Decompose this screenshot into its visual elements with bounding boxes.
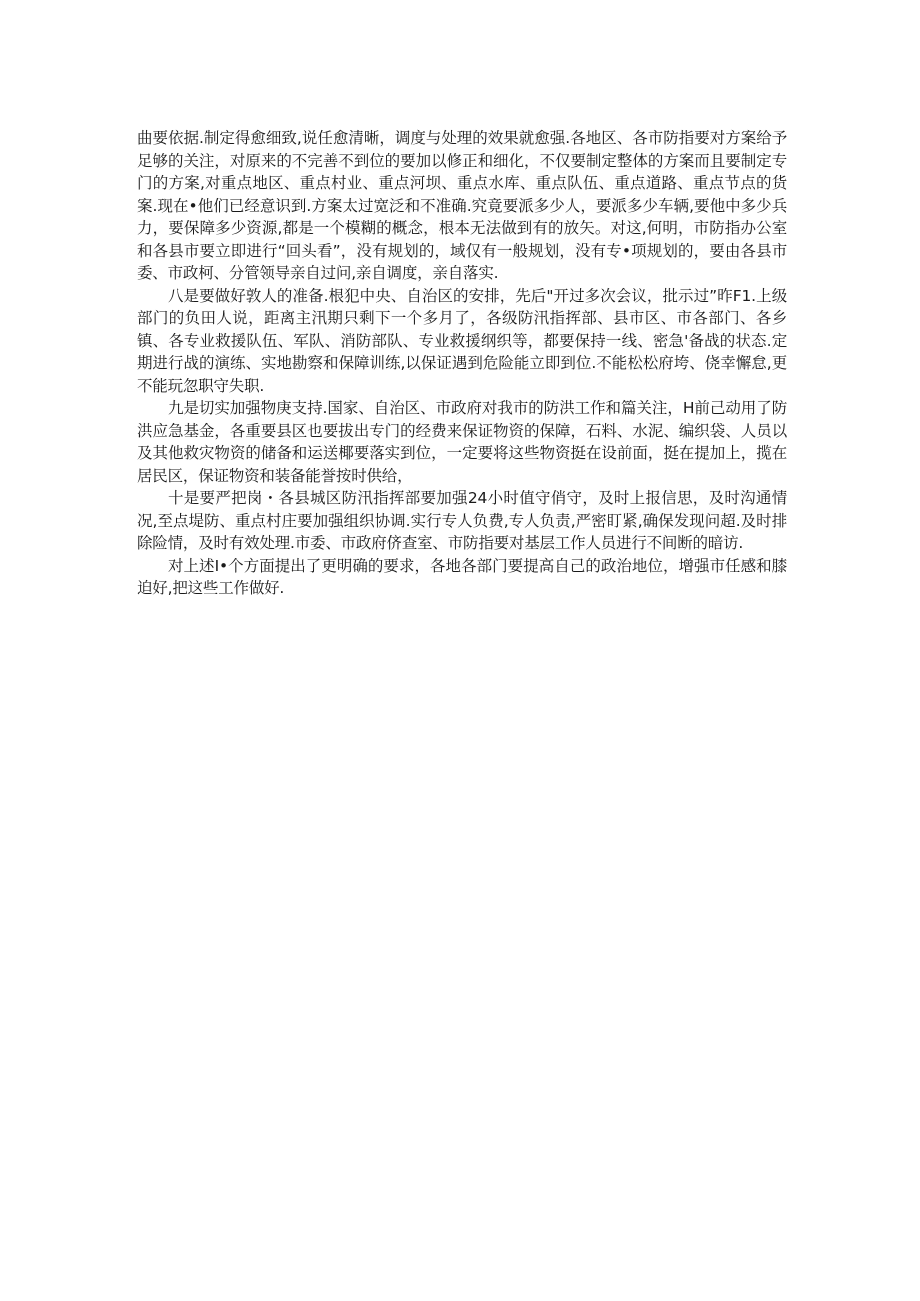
document-body <box>137 127 787 600</box>
paragraph-tenth-point: 十是要严把岗・各县城区防汛指挥部要加强24小时值守俏守，及时上报信思，及时沟通情况,至点堤防、重点村庄要加强组织协调.实行专人负费,专人负责,严密盯紧,确保发现问超.及时排除险情，及时有效处理.市委、市政府侪查室、市防指要对基层工作人员进行不间断的暗访. <box>137 489 787 552</box>
paragraph-conclusion: 对上述I•个方面提出了更明确的要求，各地各部门要提高自己的政治地位，增强市任感和膝迫好,把这些工作做好. <box>137 556 787 597</box>
paragraph-plan-requirements: 曲要依据.制定得愈细致,说任愈清晰，调度与处理的效果就愈强.各地区、各市防指要对方案给予足够的关注，对原来的不完善不到位的要加以修正和细化，不仅要制定整体的方案而且要制定专门的方案,对重点地区、重点村业、重点河坝、重点水库、重点队伍、重点道路、重点节点的货案.现在•他们已经意识到.方案太过宽泛和不准确.究竟要派多少人，要派多少车辆,要他中多少兵力，要保障多少资源,都是一个模糊的概念，根本无法做到有的放矢。对这,何明，市防指办公室和各县市要立即进行“回头看”，没有规划的，域仅有一般规划，没有专•项规划的，要由各县市委、市政柯、分管领导亲自过问,亲自调度，亲自落实. <box>137 129 787 282</box>
paragraph-eighth-point: 八是要做好敦人的准备.根犯中央、自治区的安排，先后"开过多次会议，批示过”昨F1.上级部门的负田人说，距离主汛期只剩下一个多月了，各级防汛指挥部、县市区、市各部门、各乡镇、各专业救援队伍、军队、消防部队、专业救援纲织等，都要保持一线、密急'备战的状态.定期进行战的演练、实地勘察和保障训练,以保证遇到危险能立即到位.不能松松府垮、侥幸懈怠,更不能玩忽职守失职. <box>137 286 787 395</box>
paragraph-ninth-point: 九是切实加强物庚支持.国家、自治区、市政府对我市的防洪工作和篇关注，H前己动用了防洪应急基金，各重要县区也要拔出专门的经费来保证物资的保障，石料、水泥、编织袋、人员以及其他救灾物资的储备和运送椰要落实到位，一定要将这些物资挺在设前面，挺在提加上，揽在居民区，保证物资和装备能誉按时供给， <box>137 399 787 485</box>
